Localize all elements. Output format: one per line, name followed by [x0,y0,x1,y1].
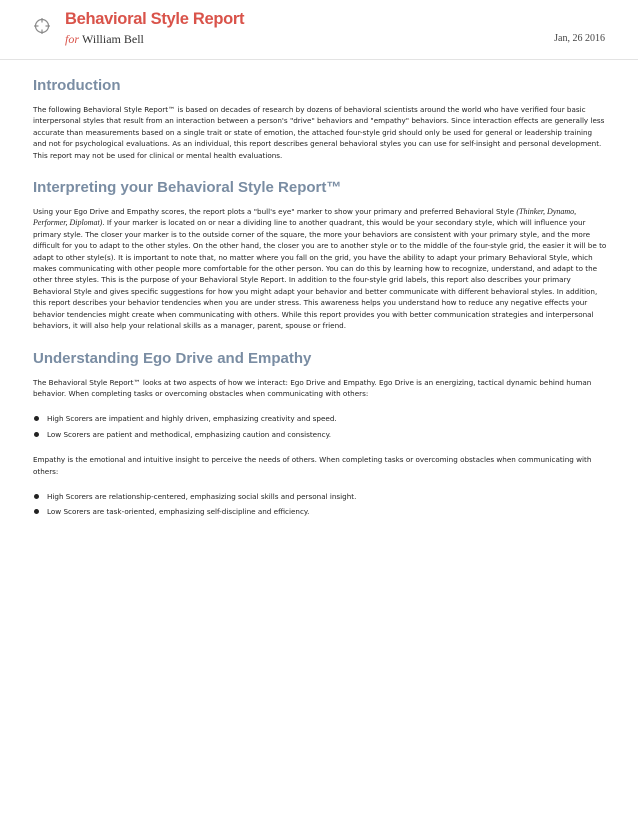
section-interpreting [33,178,607,331]
list-item [33,506,607,517]
section-title-introduction: Introduction [33,77,121,94]
ego-drive-list [33,413,607,440]
ego-drive-intro: The Behavioral Style Report™ looks at two aspects of how we interact: Ego Drive and Empathy. Ego Drive is an energizing, tactical dynamic behind human behavior. When completing tasks or overcoming obstacles when communicating with others: [33,377,592,398]
empathy-list [33,491,607,518]
bullet-icon [34,432,39,437]
introduction-paragraph: The following Behavioral Style Report™ is based on decades of research by dozens of behavioral scientists around the world who have verified four basic interpersonal styles that result from an interaction between a person's "drive" behaviors and "empathy" behaviors. Since interaction effects are generally less accurate than measurements based on a single trait or state of emotion, the attached four-style grid should only be used for general or leadership training and not for psychological evaluations. As an individual, this report describes general behavioral styles you can use for self-insight and personal development. This report may not be used for clinical or mental health evaluations. [33,105,605,160]
crosshair-icon [33,17,51,35]
empathy-intro: Empathy is the emotional and intuitive insight to perceive the needs of others. When completing tasks or overcoming obstacles when communicating with others: [33,455,592,476]
bullet-icon [34,494,39,499]
bullet-icon [34,509,39,514]
section-understanding [33,349,607,518]
bullet-icon [34,416,39,421]
list-item [33,429,607,440]
interpreting-text-after: . If your marker is located on or near a dividing line to another quadrant, this would be your secondary style, which will influence your primary style. The closer your marker is to the outside corner of the square, the more your behaviors are consistent with your primary style, and the more difficult for you to adapt to the other styles. On the other hand, the closer you are to another style or to the middle of the four-style grid, the easier it will be to adapt to other style(s). It is important to note that, no matter where you fall on the grid, you have the ability to adapt your primary Behavioral Style, which makes communicating with other people more comfortable for the other person. You can do this by learning how to recognize, understand, and adapt to the other three styles. This is the purpose of your Behavioral Style Report. In addition to the four-style grid labels, this report also describes your primary Behavioral Style and gives specific suggestions for how you might adapt your behavior and better communicate with different behavioral styles. In addition, this report describes your behavior tendencies when you are under stress. This awareness helps you understand how to reduce any negative effects your behavior tendencies might create when communicating with others. While this report provides you with better communication strategies and interpersonal behaviors, it will also help your relational skills as a manager, parent, spouse or friend. [33,218,607,331]
bullet-text: Low Scorers are task-oriented, emphasizing self-discipline and efficiency. [47,507,310,517]
for-label: for [65,32,80,46]
list-item [33,491,607,502]
section-introduction [33,76,607,161]
report-recipient [65,32,144,47]
bullet-text: Low Scorers are patient and methodical, emphasizing caution and consistency. [47,429,332,439]
person-name: William Bell [82,32,144,46]
bullet-text: High Scorers are impatient and highly driven, emphasizing creativity and speed. [47,414,337,424]
bullet-text: High Scorers are relationship-centered, emphasizing social skills and personal insight. [47,491,357,501]
report-body [33,76,607,532]
interpreting-text-before: Using your Ego Drive and Empathy scores, the report plots a "bull's eye" marker to show your primary and preferred Behavioral Style [33,207,517,217]
style-names: (Thinker, Dynamo, Performer, Diplomat) [33,207,577,228]
report-title: Behavioral Style Report [65,10,245,28]
section-title-understanding: Understanding Ego Drive and Empathy [33,349,312,367]
report-date: Jan, 26 2016 [554,33,605,44]
interpreting-paragraph [33,206,607,331]
header-divider [0,59,638,60]
list-item [33,413,607,424]
section-title-interpreting: Interpreting your Behavioral Style Report™ [33,179,342,197]
